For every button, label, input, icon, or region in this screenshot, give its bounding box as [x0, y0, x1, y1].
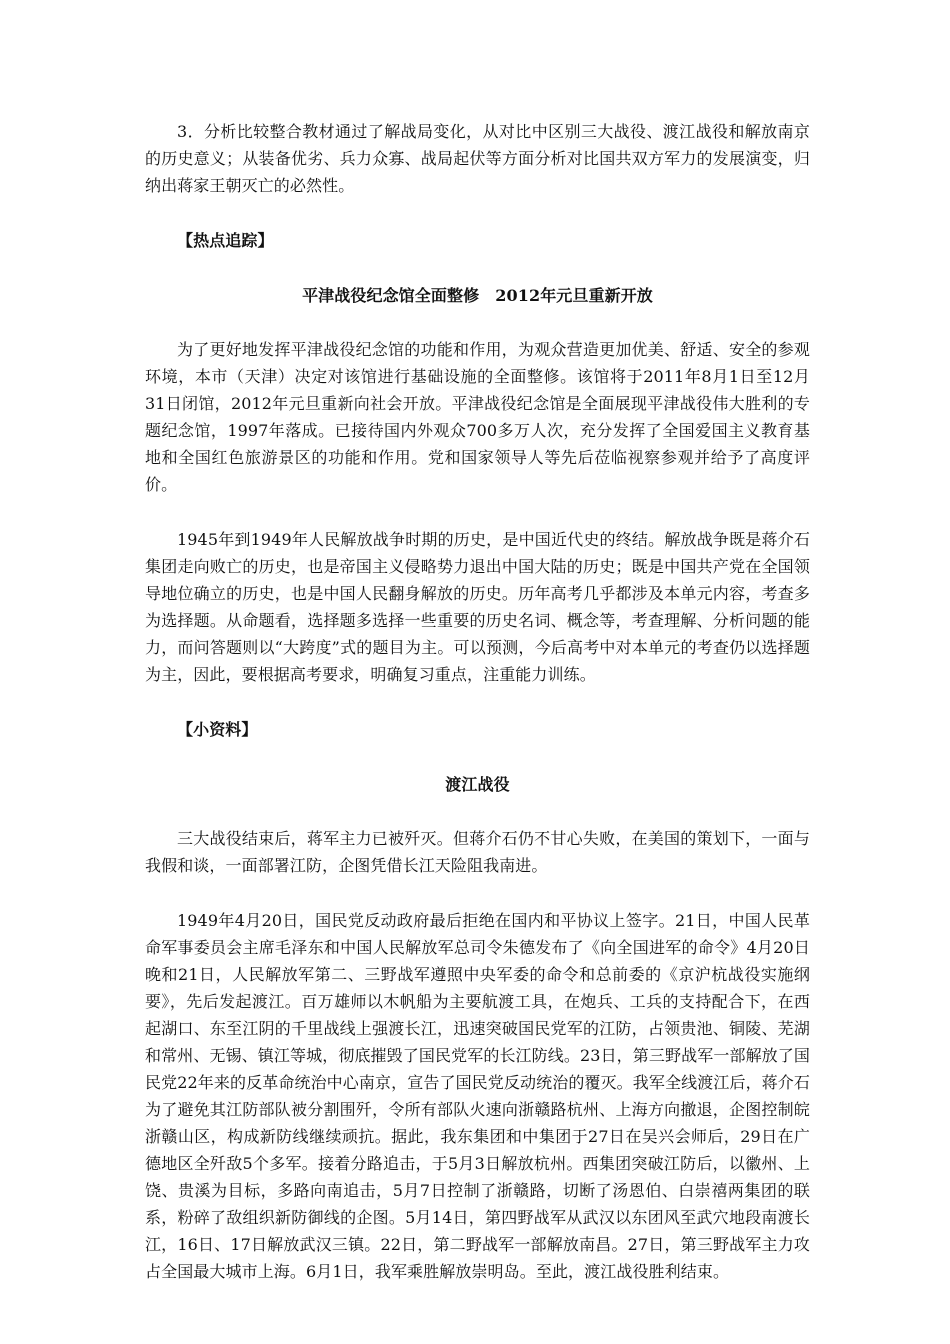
info-paragraph-1: 三大战役结束后，蒋军主力已被歼灭。但蒋介石仍不甘心失败，在美国的策划下，一面与我假和谈，一面部署江防，企图凭借长江天险阻我南进。 — [145, 829, 810, 875]
spacer — [145, 688, 810, 716]
spacer — [145, 798, 810, 825]
spacer — [145, 199, 810, 227]
section-heading-hotspot: 【热点追踪】 — [177, 231, 274, 250]
hotspot-article-title: 平津战役纪念馆全面整修 2012年元旦重新开放 — [302, 286, 653, 305]
document-page — [145, 118, 810, 1285]
spacer — [145, 498, 810, 526]
spacer — [145, 254, 810, 282]
spacer — [145, 309, 810, 336]
hotspot-paragraph-2: 1945年到1949年人民解放战争时期的历史，是中国近代史的终结。解放战争既是蒋介石集团走向败亡的历史，也是帝国主义侵略势力退出中国大陆的历史；既是中国共产党在全国领导地位确立的历史，也是中国人民翻身解放的历史。历年高考几乎都涉及本单元内容，考查多为选择题。从命题看，选择题多选择一些重要的历史名词、概念等，考查理解、分析问题的能力，而问答题则以“大跨度”式的题目为主。可以预测，今后高考中对本单元的考查仍以选择题为主，因此，要根据高考要求，明确复习重点，注重能力训练。 — [145, 530, 810, 684]
study-point-3: 3．分析比较整合教材通过了解战局变化，从对比中区别三大战役、渡江战役和解放南京的历史意义；从装备优劣、兵力众寡、战局起伏等方面分析对比国共双方军力的发展演变，归纳出蒋家王朝灭亡的必然性。 — [145, 122, 810, 195]
info-paragraph-2: 1949年4月20日，国民党反动政府最后拒绝在国内和平协议上签字。21日，中国人民革命军事委员会主席毛泽东和中国人民解放军总司令朱德发布了《向全国进军的命令》4月20日晚和21日，人民解放军第二、三野战军遵照中央军委的命令和总前委的《京沪杭战役实施纲要》，先后发起渡江。百万雄师以木帆船为主要航渡工具，在炮兵、工兵的支持配合下，在西起湖口、东至江阴的千里战线上强渡长江，迅速突破国民党军的江防，占领贵池、铜陵、芜湖和常州、无锡、镇江等城，彻底摧毁了国民党军的长江防线。23日，第三野战军一部解放了国民党22年来的反革命统治中心南京，宣告了国民党反动统治的覆灭。我军全线渡江后，蒋介石为了避免其江防部队被分割围歼，令所有部队火速向浙赣路杭州、上海方向撤退，企图控制皖浙赣山区，构成新防线继续顽抗。据此，我东集团和中集团于27日在吴兴会师后，29日在广德地区全歼敌5个多军。接着分路追击，于5月3日解放杭州。西集团突破江防后，以徽州、上饶、贵溪为目标，多路向南追击，5月7日控制了浙赣路，切断了汤恩伯、白崇禧两集团的联系，粉碎了敌组织新防御线的企图。5月14日，第四野战军从武汉以东团风至武穴地段南渡长江，16日、17日解放武汉三镇。22日，第二野战军一部解放南昌。27日，第三野战军主力攻占全国最大城市上海。6月1日，我军乘胜解放崇明岛。至此，渡江战役胜利结束。 — [145, 911, 810, 1281]
section-heading-info: 【小资料】 — [177, 720, 258, 739]
hotspot-paragraph-1: 为了更好地发挥平津战役纪念馆的功能和作用，为观众营造更加优美、舒适、安全的参观环境，本市（天津）决定对该馆进行基础设施的全面整修。该馆将于2011年8月1日至12月31日闭馆，2012年元旦重新向社会开放。平津战役纪念馆是全面展现平津战役伟大胜利的专题纪念馆，1997年落成。已接待国内外观众700多万人次，充分发挥了全国爱国主义教育基地和全国红色旅游景区的功能和作用。党和国家领导人等先后莅临视察参观并给予了高度评价。 — [145, 340, 810, 494]
info-article-title: 渡江战役 — [445, 775, 510, 794]
spacer — [145, 743, 810, 771]
spacer — [145, 879, 810, 907]
